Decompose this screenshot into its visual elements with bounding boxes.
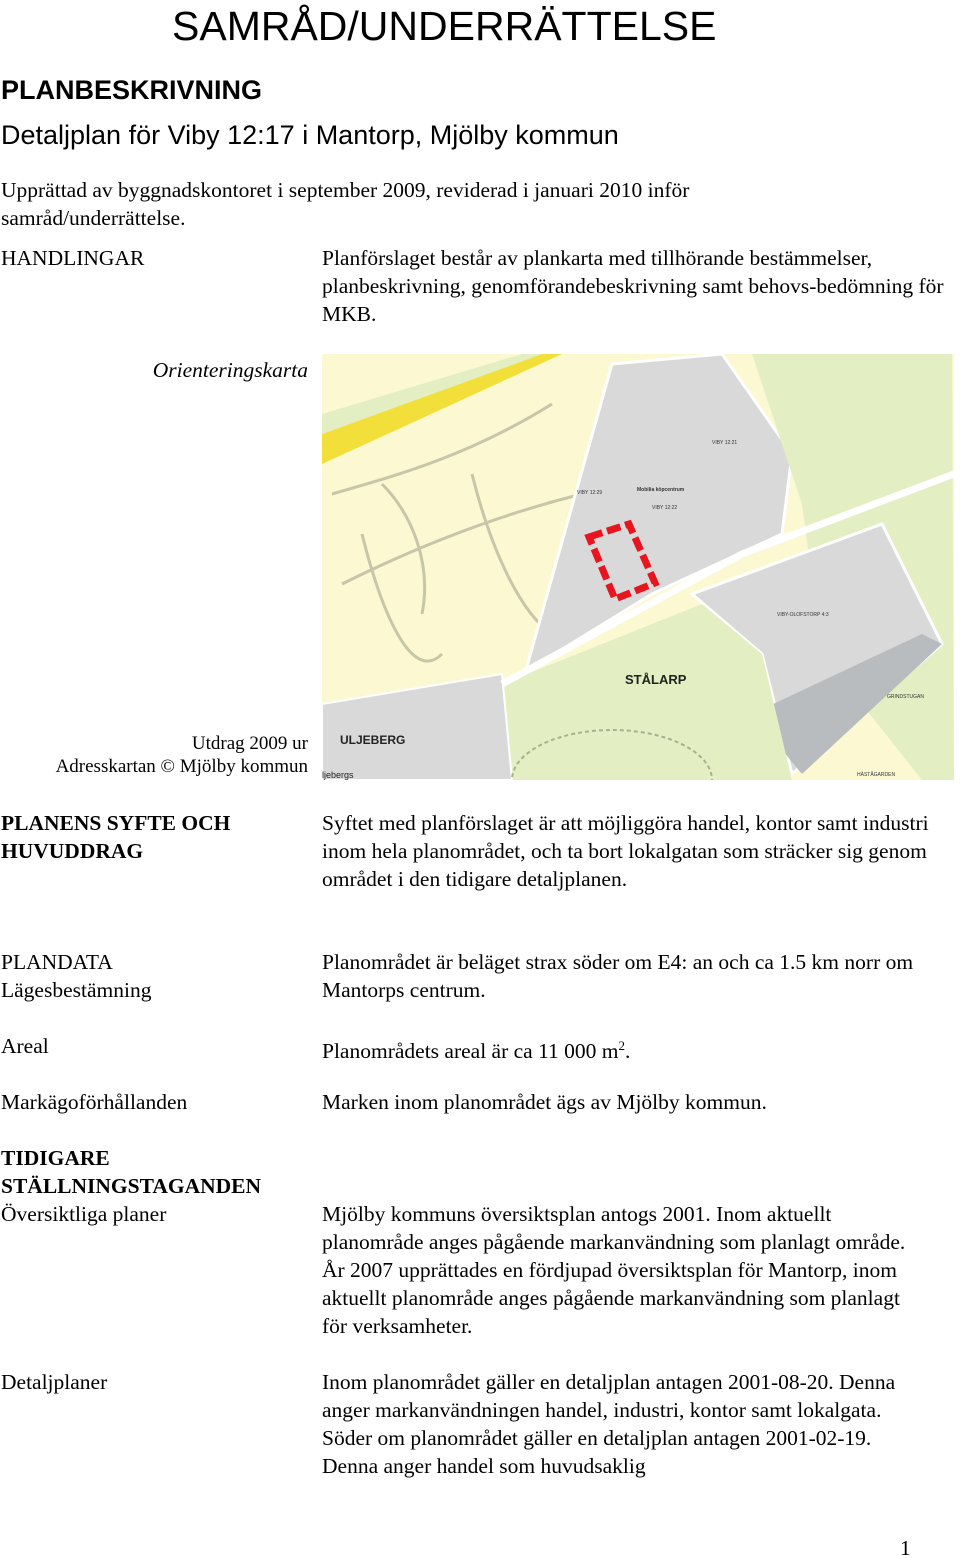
map-label-viby1229: VIBY 12:29 [577,490,603,496]
orientation-map [322,354,954,780]
areal-label: Areal [1,1034,49,1058]
syfte-text: Syftet med planförslaget är att möjliggöra handel, kontor samt industri inom hela planområdet, och ta bort lokalgatan som sträcker sig genom området i den tidigare detaljplanen. [322,811,929,891]
lagesbestamning-label: Lägesbestämning [1,978,152,1002]
areal-end: . [625,1039,631,1064]
map-label-hastagarden: HÄSTÅGARDEN [857,772,896,778]
map-label-stalarp: STÅLARP [625,672,687,687]
map-label-viby1222: VIBY 12:22 [652,505,678,511]
plandata-heading: PLANDATA [1,950,113,974]
areal-exponent: 2 [618,1038,626,1053]
map-label-viby1221: VIBY 12:21 [712,440,738,446]
page-number: 1 [900,1536,911,1558]
syfte-label: PLANENS SYFTE OCH HUVUDDRAG [1,811,231,863]
handlingar-label: HANDLINGAR [1,246,145,270]
map-source-line2: Adresskartan © Mjölby kommun [55,756,308,777]
map-label-ljebergs: ljebergs [322,770,354,780]
document-title: SAMRÅD/UNDERRÄTTELSE [172,3,717,49]
plandata-text: Planområdet är beläget strax söder om E4: an och ca 1.5 km norr om Mantorps centrum. [322,950,914,1002]
map-source-line1: Utdrag 2009 ur [191,733,308,754]
tidigare-line2: STÄLLNINGSTAGANDEN [1,1174,262,1198]
plandata-label [1,948,311,1004]
oversikt-text: Mjölby kommuns översiktsplan antogs 2001. Inom aktuellt planområde anges pågående markanvändning som planlagt område. År 2007 upprättades en fördjupad översiktsplan för Mantorp, inom aktuellt planområde anges pågående markanvändning som planlagt för verksamheter. [322,1202,906,1338]
detalj-label: Detaljplaner [1,1370,108,1394]
areal-text [322,1032,958,1065]
map-source [0,732,308,778]
document-type: PLANBESKRIVNING [1,75,263,105]
map-label-mobilia: Mobilia köpcentrum [637,487,685,493]
handlingar-text: Planförslaget består av plankarta med tillhörande bestämmelser, planbeskrivning, genomförandebeskrivning samt behovs-bedömning för MKB. [322,246,944,326]
document-subtitle: Detaljplan för Viby 12:17 i Mantorp, Mjölby kommun [1,120,619,150]
tidigare-heading [1,1144,261,1200]
map-label-grindstugan: GRINDSTUGAN [887,694,924,700]
areal-value: Planområdets areal är ca 11 000 m [322,1039,619,1064]
mark-text: Marken inom planområdet ägs av Mjölby kommun. [322,1090,767,1114]
intro-text: Upprättad av byggnadskontoret i september 2009, reviderad i januari 2010 inför samråd/underrättelse. [1,178,690,230]
tidigare-line1: TIDIGARE [1,1146,110,1170]
map-caption: Orienteringskarta [152,358,308,382]
mark-label: Markägoförhållanden [1,1090,188,1114]
map-label-uljeberg: ULJEBERG [340,733,406,747]
map-label-olofstorp: VIBY-OLOFSTORP 4:3 [777,612,829,618]
oversikt-label: Översiktliga planer [1,1202,167,1226]
detalj-text: Inom planområdet gäller en detaljplan antagen 2001-08-20. Denna anger markanvändningen handel, industri, kontor samt lokalgata. Söder om planområdet gäller en detaljplan antagen 2001-02-19. Denna anger handel som huvudsaklig [322,1370,896,1478]
